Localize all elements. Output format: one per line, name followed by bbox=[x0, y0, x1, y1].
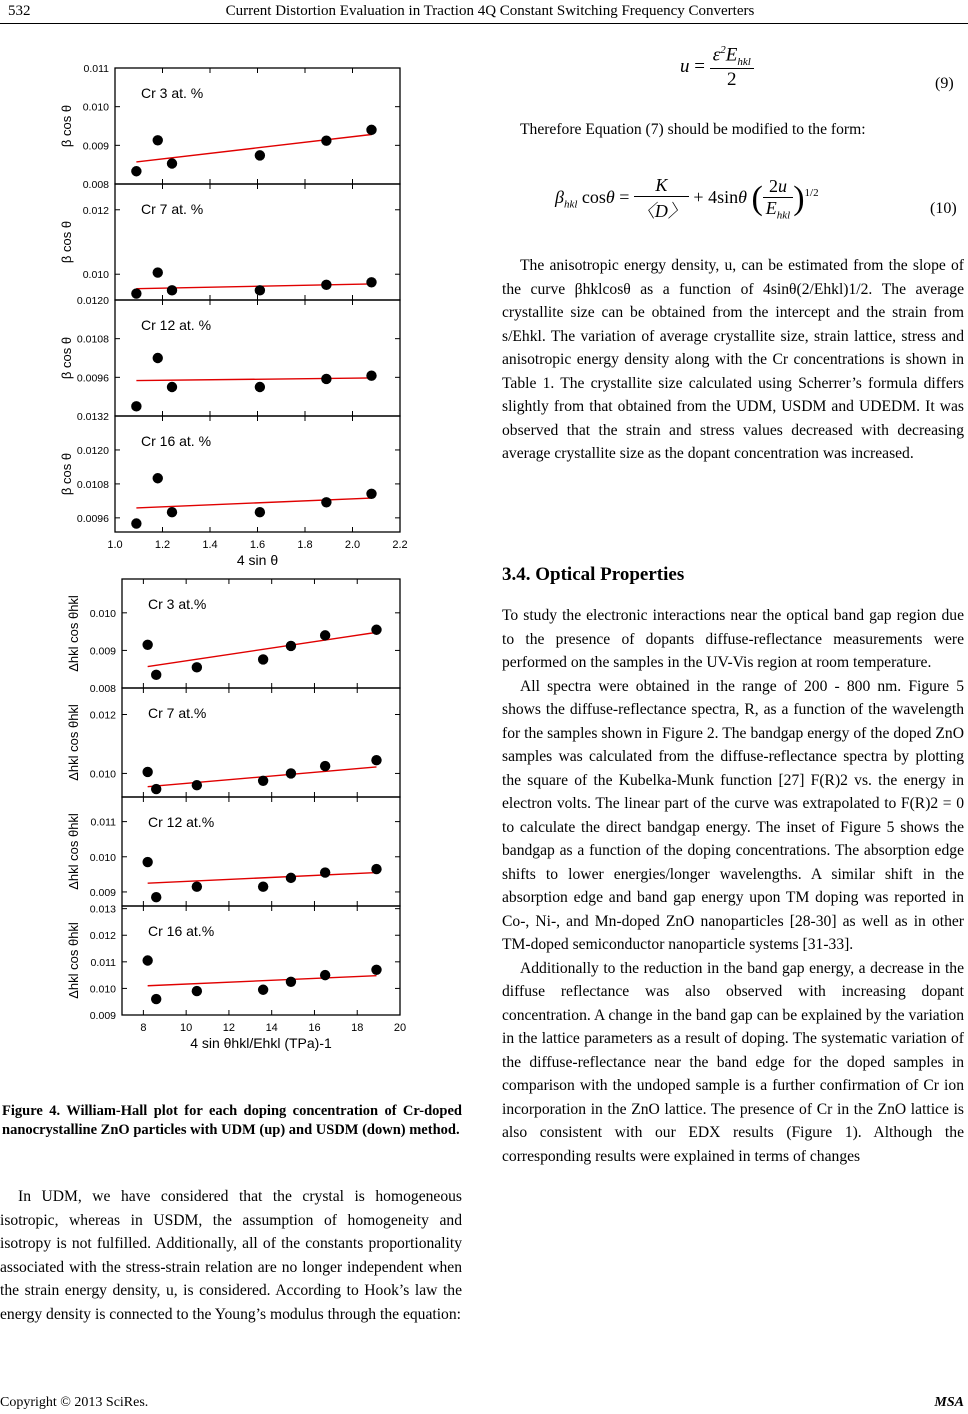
y-tick-label: 0.011 bbox=[90, 956, 116, 969]
equation-9-number: (9) bbox=[935, 75, 954, 92]
data-point bbox=[153, 473, 163, 483]
data-point bbox=[258, 985, 268, 995]
data-point bbox=[366, 489, 376, 499]
y-axis-label: β cos θ bbox=[59, 220, 74, 264]
data-point bbox=[192, 881, 202, 891]
data-point bbox=[151, 994, 161, 1004]
data-point bbox=[258, 881, 268, 891]
y-axis-label: β cos θ bbox=[59, 104, 74, 148]
panel-label: Cr 12 at. % bbox=[141, 317, 212, 333]
x-tick-label: 1.2 bbox=[154, 539, 171, 551]
y-tick-label: 0.0132 bbox=[76, 411, 109, 423]
y-tick-label: 0.0120 bbox=[76, 295, 109, 307]
y-tick-label: 0.013 bbox=[89, 903, 116, 916]
fit-line bbox=[136, 135, 371, 162]
x-tick-label: 2.2 bbox=[392, 539, 408, 551]
data-point bbox=[167, 507, 177, 517]
data-point bbox=[151, 784, 161, 794]
equation-10: $\beta_{hkl}$ cosθ = $\frac{K}{〈D〉}$ + 4sinθ ( $\frac{2u}{E_{hkl}}$ )$^{1/2}$ bbox=[555, 175, 819, 222]
footer-copyright: Copyright © 2013 SciRes. bbox=[0, 1395, 149, 1410]
data-point bbox=[321, 280, 331, 290]
figure-4-caption: Figure 4. William-Hall plot for each doping concentration of Cr-doped nanocrystalline ZnO particles with UDM (up) and USDM (down) method. bbox=[2, 1103, 462, 1138]
panel-label: Cr 7 at. % bbox=[141, 201, 204, 217]
y-axis-label: Δhkl cos θhkl bbox=[66, 813, 81, 890]
panel-label: Cr 3 at.% bbox=[148, 596, 207, 612]
paragraph-optical-2: All spectra were obtained in the range of 200 - 800 nm. Figure 5 shows the diffuse-reflectance spectra, R, as a function of the wavelength for the samples shown in Figure 2. The bandgap energy of the doped ZnO samples was calculated from the diffuse-reflectance spectra by plotting the square of the Kubelka-Munk function [27] F(R)2 vs. the energy in electron volts. The linear part of the curve was extrapolated to F(R)2 = 0 to calculate the direct bandgap energy. The inset of Figure 5 shows the bandgap as a function of the doping concentrations. The absorption edge shifts to lower energies/longer wavelengths. A similar shift in the absorption edge and band gap energy upon TM doping was reported in Co-, Ni-, and Mn-doped ZnO nanoparticles [28-30] as well as in other TM-doped semiconductor nanoparticle systems [31-33]. bbox=[502, 677, 964, 953]
data-point bbox=[371, 755, 381, 765]
x-axis-label: 4 sin θ bbox=[236, 552, 279, 568]
y-tick-label: 0.0120 bbox=[76, 444, 109, 457]
data-point bbox=[131, 518, 141, 528]
equation-9: u = $\frac{\varepsilon^2E_{hkl}}{2}$ bbox=[680, 44, 754, 91]
y-tick-label: 0.012 bbox=[82, 204, 109, 217]
page-number: 532 bbox=[8, 3, 31, 19]
y-tick-label: 0.009 bbox=[89, 1010, 116, 1022]
data-point bbox=[258, 776, 268, 786]
data-point bbox=[366, 371, 376, 381]
udm-chart bbox=[40, 58, 430, 568]
y-tick-label: 0.008 bbox=[82, 179, 109, 191]
y-tick-label: 0.012 bbox=[89, 709, 116, 722]
data-point bbox=[142, 857, 152, 867]
paragraph-therefore: Therefore Equation (7) should be modified to the form: bbox=[520, 121, 866, 138]
y-tick-label: 0.010 bbox=[82, 101, 109, 114]
y-tick-label: 0.010 bbox=[82, 269, 109, 282]
data-point bbox=[151, 670, 161, 680]
paragraph-optical-1: To study the electronic interactions near the optical band gap region due to the presence of dopants diffuse-reflectance measurements were performed on the samples in the UV-Vis region at room temperature. bbox=[502, 607, 964, 671]
usdm-chart bbox=[40, 574, 430, 1074]
fit-line bbox=[148, 873, 377, 884]
data-point bbox=[192, 662, 202, 672]
y-tick-label: 0.011 bbox=[83, 63, 109, 75]
y-tick-label: 0.010 bbox=[89, 983, 116, 996]
footer-journal: MSA bbox=[934, 1395, 964, 1410]
data-point bbox=[142, 767, 152, 777]
data-point bbox=[286, 768, 296, 778]
data-point bbox=[131, 401, 141, 411]
data-point bbox=[320, 630, 330, 640]
panel-label: Cr 7 at.% bbox=[148, 705, 207, 721]
data-point bbox=[371, 864, 381, 874]
y-tick-label: 0.0096 bbox=[76, 372, 109, 385]
y-axis-label: Δhkl cos θhkl bbox=[66, 922, 81, 999]
y-tick-label: 0.008 bbox=[89, 683, 116, 695]
data-point bbox=[255, 382, 265, 392]
data-point bbox=[321, 497, 331, 507]
data-point bbox=[167, 382, 177, 392]
y-tick-label: 0.010 bbox=[89, 851, 116, 864]
data-point bbox=[131, 166, 141, 176]
y-tick-label: 0.0108 bbox=[76, 333, 109, 346]
data-point bbox=[286, 873, 296, 883]
x-tick-label: 1.6 bbox=[249, 539, 266, 551]
data-point bbox=[258, 654, 268, 664]
paragraph-anisotropic: The anisotropic energy density, u, can be estimated from the slope of the curve βhklcosθ as a function of 4sinθ(2/Ehkl)1/2. The average crystallite size can be obtained from the intercept and the strain from s/Ehkl. The variation of average crystallite size, strain lattice, stress and anisotropic energy density along with the Cr concentrations is shown in Table 1. The crystallite size calculated using Scherrer’s formula differs slightly from that obtained from the UDM, USDM and UDEDM. It was observed that the strain and stress values decreased with decreasing average crystallite size as the dopant concentration was increased. bbox=[502, 257, 964, 462]
data-point bbox=[167, 158, 177, 168]
y-axis-label: β cos θ bbox=[59, 336, 74, 380]
data-point bbox=[167, 285, 177, 295]
paragraph-udm-usdm: In UDM, we have considered that the crystal is homogeneous isotropic, whereas in USDM, the assumption of homogeneity and isotropy is not fulfilled. Additionally, all of the constants proportionality associated with the stress-strain relation are no longer independent when the strain energy density, u, is considered. According to Hook’s law the energy density is connected to the Young’s modulus through the equation: bbox=[0, 1188, 462, 1323]
x-tick-label: 20 bbox=[393, 1022, 407, 1034]
x-tick-label: 1.4 bbox=[202, 539, 218, 551]
data-point bbox=[286, 641, 296, 651]
y-tick-label: 0.011 bbox=[90, 816, 116, 829]
y-tick-label: 0.010 bbox=[89, 607, 116, 620]
panel-label: Cr 3 at. % bbox=[141, 85, 204, 101]
y-tick-label: 0.009 bbox=[89, 645, 116, 658]
y-tick-label: 0.010 bbox=[89, 768, 116, 781]
y-tick-label: 0.009 bbox=[89, 886, 116, 899]
x-tick-label: 16 bbox=[308, 1022, 321, 1034]
x-tick-label: 1.0 bbox=[107, 539, 123, 551]
data-point bbox=[321, 135, 331, 145]
header-rule bbox=[0, 23, 968, 24]
data-point bbox=[153, 353, 163, 363]
x-tick-label: 14 bbox=[265, 1022, 278, 1034]
data-point bbox=[320, 867, 330, 877]
panel-label: Cr 16 at.% bbox=[148, 923, 215, 939]
data-point bbox=[320, 970, 330, 980]
data-point bbox=[371, 965, 381, 975]
y-tick-label: 0.0108 bbox=[76, 478, 109, 491]
equation-10-number: (10) bbox=[930, 200, 957, 217]
x-tick-label: 1.8 bbox=[297, 539, 313, 551]
data-point bbox=[371, 625, 381, 635]
x-tick-label: 8 bbox=[140, 1022, 147, 1034]
data-point bbox=[366, 277, 376, 287]
optical-text bbox=[502, 604, 964, 1168]
data-point bbox=[255, 150, 265, 160]
fit-line bbox=[148, 976, 377, 986]
data-point bbox=[153, 267, 163, 277]
x-tick-label: 2.0 bbox=[344, 539, 361, 551]
data-point bbox=[286, 977, 296, 987]
y-tick-label: 0.009 bbox=[82, 140, 109, 153]
paragraph-optical-3: Additionally to the reduction in the band gap energy, a decrease in the diffuse reflectance was also observed with increasing dopant concentration. A change in the band gap can be explained by the variation in the lattice parameters as a result of doping. The systematic variation of the diffuse-reflectance near the band edge for the doped samples in comparison with the undoped sample is a further confirmation of Cr ion incorporation in the ZnO lattice. The presence of Cr in the ZnO lattice is also consistent with our EDX results (Figure 1). Although the corresponding results were explained in terms of changes bbox=[502, 959, 964, 1165]
x-tick-label: 10 bbox=[180, 1022, 193, 1034]
data-point bbox=[255, 507, 265, 517]
y-tick-label: 0.012 bbox=[89, 930, 116, 943]
section-title: 3.4. Optical Properties bbox=[502, 564, 685, 585]
y-axis-label: Δhkl cos θhkl bbox=[66, 704, 81, 781]
fit-line bbox=[136, 498, 371, 508]
running-title: Current Distortion Evaluation in Traction 4Q Constant Switching Frequency Converters bbox=[225, 3, 755, 19]
data-point bbox=[192, 986, 202, 996]
x-tick-label: 18 bbox=[351, 1022, 364, 1034]
data-point bbox=[321, 374, 331, 384]
data-point bbox=[320, 761, 330, 771]
panel-label: Cr 12 at.% bbox=[148, 814, 215, 830]
left-column bbox=[0, 1185, 462, 1326]
data-point bbox=[142, 640, 152, 650]
y-tick-label: 0.0096 bbox=[76, 512, 109, 525]
data-point bbox=[153, 135, 163, 145]
panel-label: Cr 16 at. % bbox=[141, 433, 212, 449]
fit-line bbox=[136, 378, 371, 381]
data-point bbox=[255, 285, 265, 295]
data-point bbox=[366, 125, 376, 135]
data-point bbox=[142, 955, 152, 965]
data-point bbox=[131, 288, 141, 298]
data-point bbox=[151, 892, 161, 902]
x-axis-label: 4 sin θhkl/Ehkl (TPa)-1 bbox=[190, 1035, 332, 1051]
x-tick-label: 12 bbox=[222, 1022, 236, 1034]
y-axis-label: β cos θ bbox=[59, 452, 74, 496]
y-axis-label: Δhkl cos θhkl bbox=[66, 595, 81, 672]
data-point bbox=[192, 780, 202, 790]
